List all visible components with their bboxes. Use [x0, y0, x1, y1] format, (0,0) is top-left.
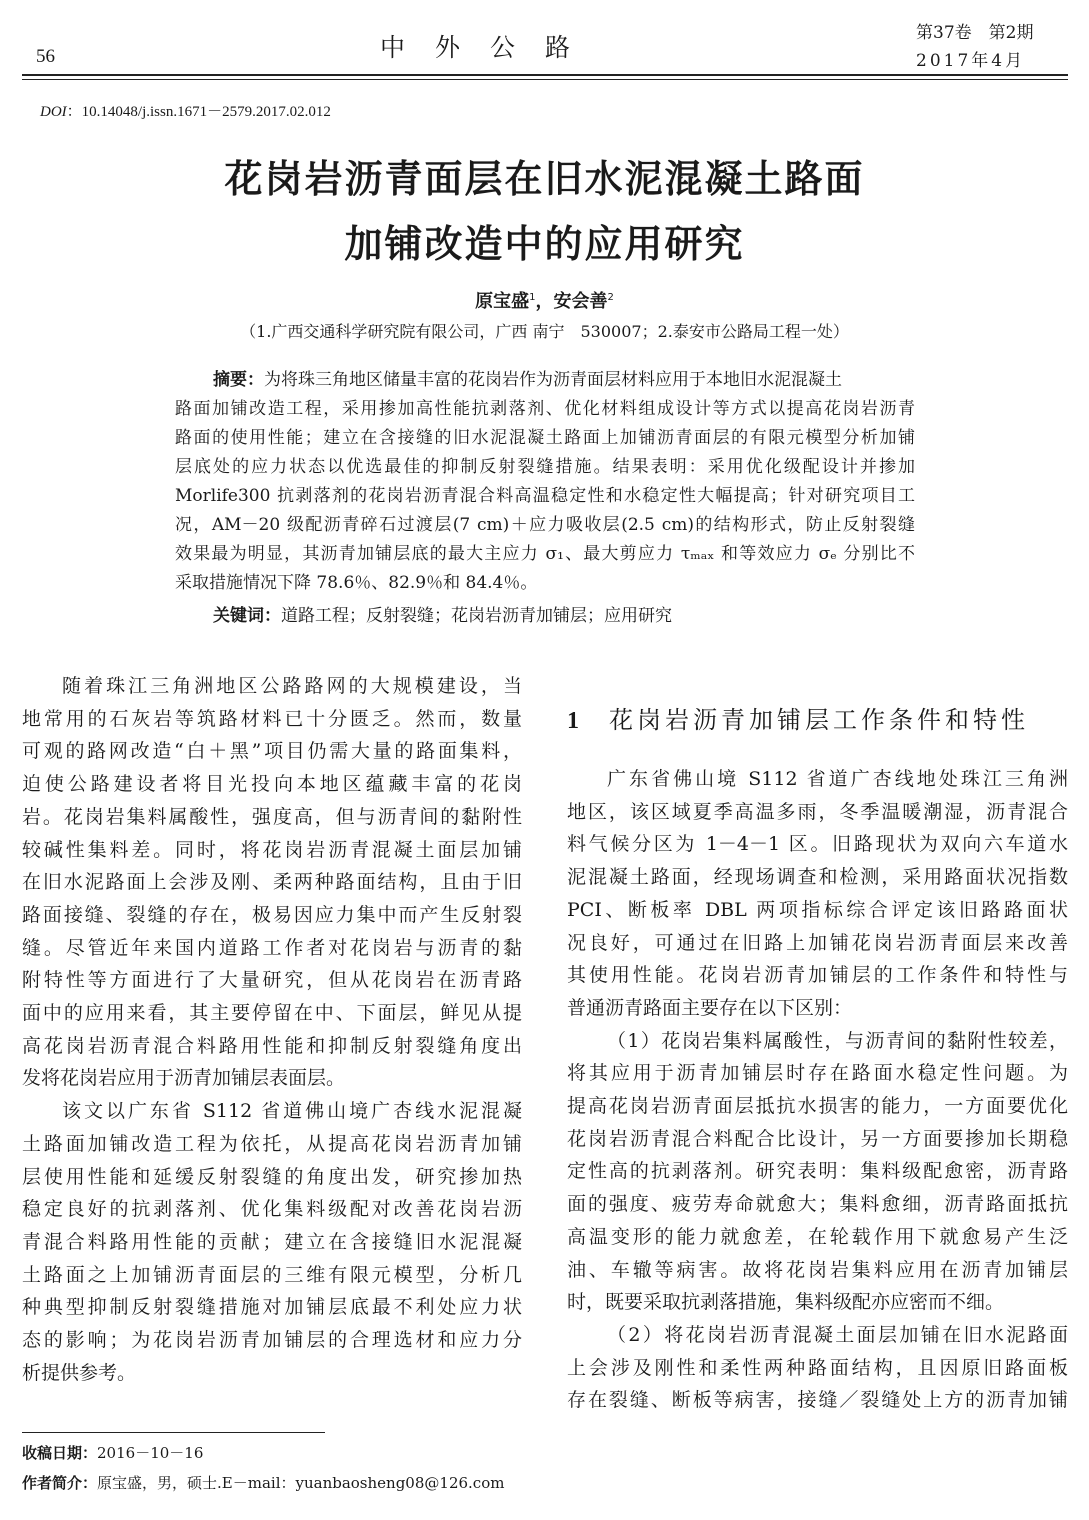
author-separator: ，	[535, 291, 554, 312]
section-title: 花岗岩沥青加铺层工作条件和特性	[609, 706, 1029, 734]
section-heading	[567, 700, 1029, 735]
abstract-line: Morlife300 抗剥落剂的花岗岩沥青混合料高温稳定性和水稳定性大幅提高；针对研究项目工	[175, 486, 915, 506]
paragraph-line: 泥混凝土路面，经现场调查和检测，采用路面状况指数	[567, 866, 1068, 889]
keywords-label: 关键词：	[213, 606, 281, 626]
paragraph-line: 土路面加铺改造工程为依托，从提高花岗岩沥青加铺	[22, 1132, 522, 1155]
author-bio-value: 原宝盛，男，硕士.E－mail：yuanbaosheng08@126.com	[97, 1474, 505, 1492]
paragraph-line: 花岗岩沥青混合料配合比设计，另一方面要掺加长期稳	[567, 1127, 1068, 1150]
paragraph-line: 发将花岗岩应用于沥青加铺层表面层。	[22, 1067, 346, 1090]
page-number: 56	[36, 46, 55, 67]
author-name: 原宝盛	[475, 291, 530, 312]
doi	[40, 100, 331, 121]
abstract-text: 为将珠三角地区储量丰富的花岗岩作为沥青面层材料应用于本地旧水泥混凝土	[264, 370, 842, 390]
issue-date: 2017年4月	[916, 51, 1026, 71]
received-date	[22, 1442, 203, 1463]
author-name: 安会善	[553, 291, 608, 312]
paragraph-line: 附特性等方面进行了大量研究，但从花岗岩在沥青路	[22, 969, 522, 992]
header-rule-thin	[22, 79, 1068, 80]
header-rule	[22, 74, 1068, 76]
paragraph-line: 该文以广东省 S112 省道佛山境广杏线水泥混凝	[62, 1100, 522, 1123]
abstract-line: 层底处的应力状态以优选最佳的抑制反射裂缝措施。结果表明：采用优化级配设计并掺加	[175, 457, 915, 477]
paragraph-line: 广东省佛山境 S112 省道广杏线地处珠江三角洲	[607, 768, 1068, 790]
doi-value: ：10.14048/j.issn.1671－2579.2017.02.012	[66, 104, 331, 120]
affiliation: （1.广西交通科学研究院有限公司，广西 南宁 530007；2.泰安市公路局工程一处）	[240, 322, 849, 341]
abstract-line	[213, 366, 915, 395]
paragraph-line: 上会涉及刚性和柔性两种路面结构，且因原旧路面板	[567, 1356, 1068, 1379]
paragraph-line: 料气候分区为 1－4－1 区。旧路现状为双向六车道水	[567, 833, 1068, 856]
author-affil-mark: 1	[529, 292, 536, 303]
journal-name: 中外公路	[380, 33, 601, 62]
received-value: 2016－10－16	[97, 1444, 204, 1462]
paragraph-line: 提高花岗岩沥青面层抵抗水损害的能力，一方面要优化	[567, 1095, 1068, 1117]
paragraph-line: 高花岗岩沥青混合料路用性能和抑制反射裂缝角度出	[22, 1034, 522, 1057]
abstract-line: 况，AM－20 级配沥青碎石过渡层(7 cm)＋应力吸收层(2.5 cm)的结构形式，防止反射裂缝	[175, 515, 915, 535]
paragraph-line: （2）将花岗岩沥青混凝土面层加铺在旧水泥路面	[607, 1323, 1068, 1346]
paragraph-line: 可观的路网改造“白＋黑”项目仍需大量的路面集料，	[22, 740, 522, 763]
paragraph-line: 缝。尽管近年来国内道路工作者对花岗岩与沥青的黏	[22, 936, 522, 959]
paragraph-line: 土路面之上加铺沥青面层的三维有限元模型，分析几	[22, 1263, 522, 1286]
paragraph-line: 定性高的抗剥落剂。研究表明：集料级配愈密，沥青路	[567, 1160, 1068, 1183]
paragraph-line: 将其应用于沥青加铺层时存在路面水稳定性问题。为	[567, 1062, 1068, 1085]
keywords-text: 道路工程；反射裂缝；花岗岩沥青加铺层；应用研究	[281, 606, 672, 626]
abstract-line: 路面加铺改造工程，采用掺加高性能抗剥落剂、优化材料组成设计等方式以提高花岗岩沥青	[175, 399, 915, 419]
paragraph-line: 析提供参考。	[22, 1361, 137, 1384]
volume-issue: 第37卷 第2期	[916, 23, 1034, 43]
author-bio-label: 作者简介：	[22, 1474, 98, 1492]
author-affil-mark: 2	[607, 292, 614, 303]
paragraph-line: 路面接缝、裂缝的存在，极易因应力集中而产生反射裂	[22, 903, 522, 926]
paragraph-line: 地区，该区域夏季高温多雨，冬季温暖潮湿，沥青混合	[567, 800, 1068, 823]
doi-label: DOI	[40, 104, 67, 120]
paragraph-line: 油、车辙等病害。故将花岗岩集料应用在沥青加铺层	[567, 1258, 1068, 1281]
section-number: 1	[567, 708, 583, 734]
paragraph-line: 稳定良好的抗剥落剂、优化集料级配对改善花岗岩沥	[22, 1198, 522, 1221]
keywords	[213, 602, 672, 631]
paragraph-line: 时，既要采取抗剥落措施，集料级配亦应密而不细。	[567, 1291, 1005, 1314]
footnote-rule	[22, 1432, 325, 1433]
paragraph-line: 种典型抑制反射裂缝措施对加铺层底最不利处应力状	[22, 1296, 522, 1319]
paragraph-line: 青混合料路用性能的贡献；建立在含接缝旧水泥混凝	[22, 1230, 522, 1253]
paragraph-line: 其使用性能。花岗岩沥青加铺层的工作条件和特性与	[567, 964, 1068, 987]
author-bio	[22, 1472, 504, 1493]
paragraph-line: 普通沥青路面主要存在以下区别：	[567, 996, 853, 1019]
paragraph-line: 层使用性能和延缓反射裂缝的角度出发，研究掺加热	[22, 1165, 522, 1188]
received-label: 收稿日期：	[22, 1444, 98, 1462]
paragraph-line: 随着珠江三角洲地区公路路网的大规模建设，当	[62, 675, 522, 697]
paragraph-line: 面的强度、疲劳寿命就愈大；集料愈细，沥青路面抵抗	[567, 1193, 1068, 1216]
paragraph-line: 高温变形的能力就愈差，在轮载作用下就愈易产生泛	[567, 1225, 1068, 1248]
paragraph-line: （1）花岗岩集料属酸性，与沥青间的黏附性较差，	[607, 1029, 1068, 1052]
paper-title-line1: 花岗岩沥青面层在旧水泥混凝土路面	[224, 157, 865, 201]
paragraph-line: 面中的应用来看，其主要停留在中、下面层，鲜见从提	[22, 1002, 522, 1024]
paragraph-line: 在旧水泥路面上会涉及刚、柔两种路面结构，且由于旧	[22, 871, 522, 894]
abstract-line: 路面的使用性能；建立在含接缝的旧水泥混凝土路面上加铺沥青面层的有限元模型分析加铺	[175, 428, 915, 448]
abstract-line: 效果最为明显，其沥青加铺层底的最大主应力 σ₁、最大剪应力 τₘₐₓ 和等效应力 σₑ 分别比不	[175, 544, 915, 564]
paragraph-line: 地常用的石灰岩等筑路材料已十分匮乏。然而，数量	[22, 707, 522, 730]
paragraph-line: 态的影响；为花岗岩沥青加铺层的合理选材和应力分	[22, 1329, 522, 1351]
paragraph-line: PCI、断板率 DBL 两项指标综合评定该旧路路面状	[567, 898, 1068, 921]
abstract-label: 摘要：	[213, 370, 264, 390]
paragraph-line: 较碱性集料差。同时，将花岗岩沥青混凝土面层加铺	[22, 838, 522, 861]
authors	[0, 287, 1089, 313]
paragraph-line: 况良好，可通过在旧路上加铺花岗岩沥青面层来改善	[567, 931, 1068, 954]
paragraph-line: 迫使公路建设者将目光投向本地区蕴藏丰富的花岗	[22, 773, 522, 796]
paragraph-line: 岩。花岗岩集料属酸性，强度高，但与沥青间的黏附性	[22, 805, 522, 828]
abstract-line: 采取措施情况下降 78.6％、82.9％和 84.4％。	[175, 573, 538, 593]
paragraph-line: 存在裂缝、断板等病害，接缝／裂缝处上方的沥青加铺	[567, 1389, 1068, 1412]
paper-title-line2: 加铺改造中的应用研究	[344, 222, 745, 266]
